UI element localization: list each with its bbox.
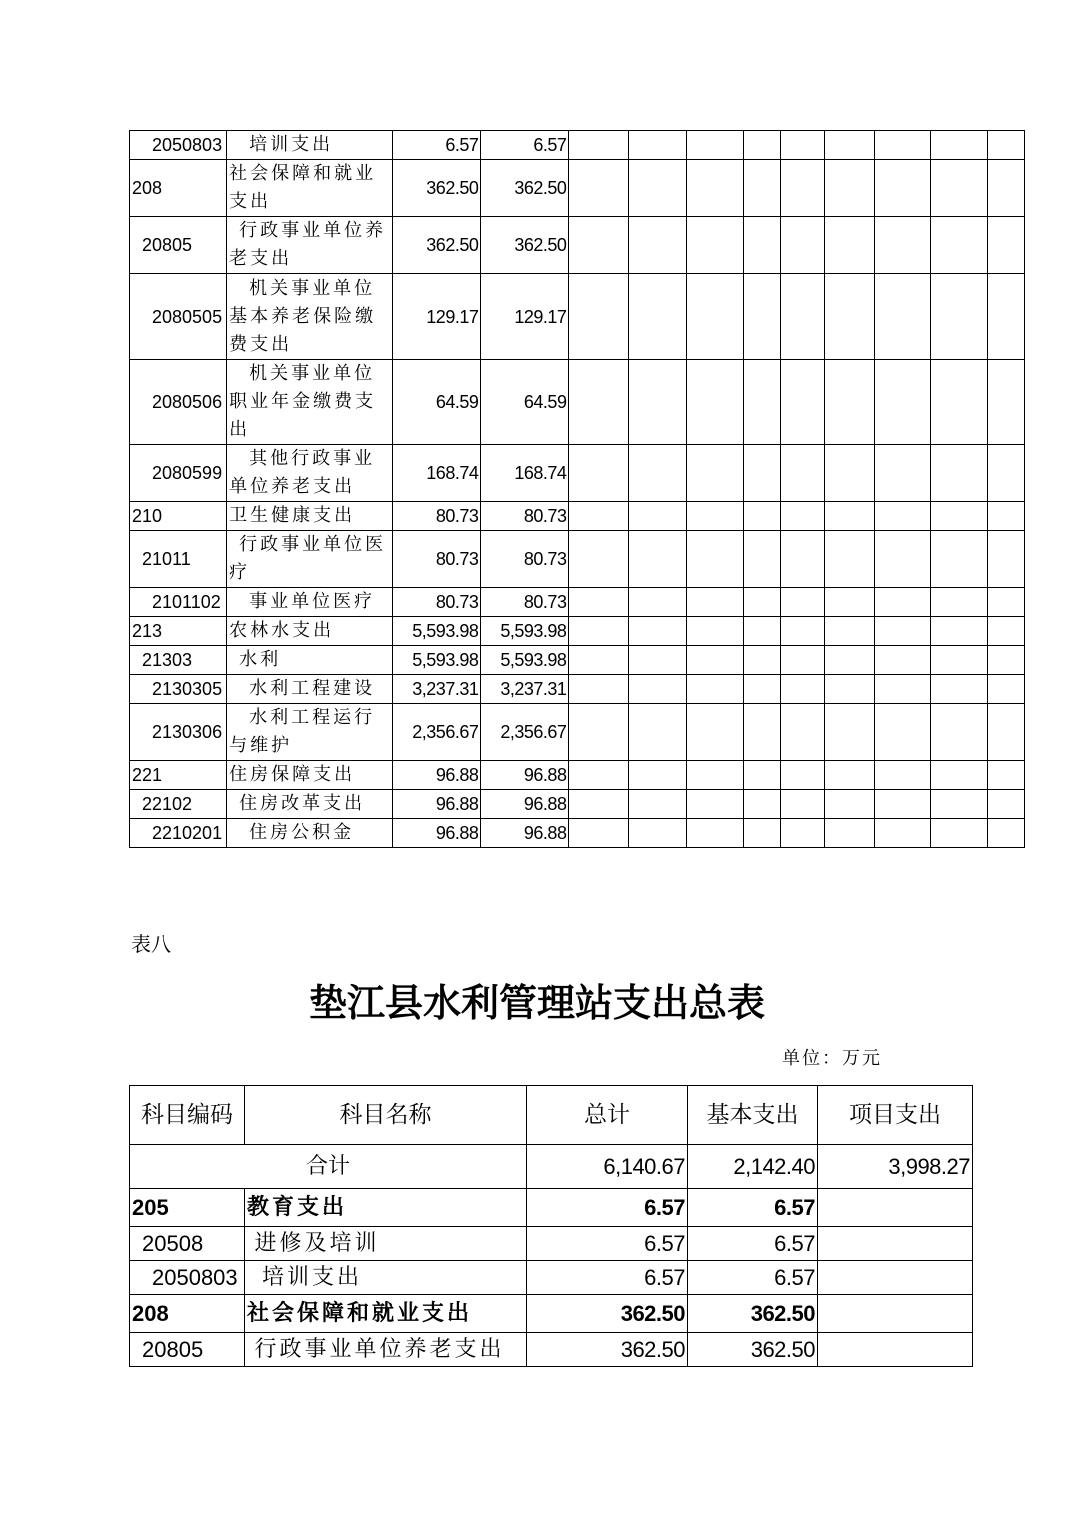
empty-cell: [780, 646, 824, 675]
table-row: [130, 217, 1025, 274]
code-cell: 2101102: [130, 588, 227, 617]
expenditure-summary-table: [129, 1085, 973, 1367]
total-cell: 168.74: [393, 445, 481, 502]
total-cell: 6.57: [527, 1261, 688, 1295]
total-cell: 6.57: [527, 1189, 688, 1227]
name-cell: 水利工程运行与维护: [227, 704, 393, 761]
empty-cell: [743, 646, 780, 675]
empty-cell: [874, 790, 930, 819]
empty-cell: [780, 704, 824, 761]
empty-cell: [569, 704, 628, 761]
empty-cell: [743, 445, 780, 502]
empty-cell: [686, 531, 743, 588]
project-cell: 3,998.27: [818, 1145, 973, 1189]
empty-cell: [824, 646, 874, 675]
empty-cell: [743, 502, 780, 531]
table-row: [130, 646, 1025, 675]
header-cell: 科目编码: [130, 1086, 245, 1145]
code-cell: 205: [130, 1189, 245, 1227]
empty-cell: [628, 646, 686, 675]
empty-cell: [930, 588, 987, 617]
empty-cell: [874, 588, 930, 617]
empty-cell: [824, 761, 874, 790]
empty-cell: [780, 274, 824, 360]
empty-cell: [569, 502, 628, 531]
empty-cell: [930, 819, 987, 848]
empty-cell: [874, 704, 930, 761]
unit-label: 单位：万元: [782, 1048, 882, 1069]
empty-cell: [987, 675, 1024, 704]
basic-cell: 362.50: [481, 217, 569, 274]
empty-cell: [686, 646, 743, 675]
empty-cell: [987, 646, 1024, 675]
table-row: [130, 360, 1025, 445]
table-row: [130, 445, 1025, 502]
empty-cell: [743, 274, 780, 360]
empty-cell: [824, 160, 874, 217]
total-cell: 80.73: [393, 588, 481, 617]
table-row: [130, 761, 1025, 790]
empty-cell: [930, 131, 987, 160]
empty-cell: [824, 502, 874, 531]
basic-cell: 5,593.98: [481, 617, 569, 646]
total-cell: 362.50: [393, 160, 481, 217]
empty-cell: [987, 531, 1024, 588]
total-cell: 5,593.98: [393, 617, 481, 646]
empty-cell: [743, 819, 780, 848]
basic-cell: 80.73: [481, 502, 569, 531]
empty-cell: [686, 790, 743, 819]
empty-cell: [569, 819, 628, 848]
table-row: [130, 274, 1025, 360]
name-cell: 社会保障和就业支出: [227, 160, 393, 217]
empty-cell: [743, 588, 780, 617]
total-row: [130, 1145, 973, 1189]
empty-cell: [569, 790, 628, 819]
empty-cell: [569, 274, 628, 360]
empty-cell: [874, 217, 930, 274]
basic-cell: 2,142.40: [688, 1145, 818, 1189]
code-cell: 2050803: [130, 1261, 245, 1295]
empty-cell: [569, 646, 628, 675]
empty-cell: [930, 790, 987, 819]
empty-cell: [628, 160, 686, 217]
empty-cell: [987, 502, 1024, 531]
total-cell: 96.88: [393, 790, 481, 819]
empty-cell: [780, 588, 824, 617]
table-body: [130, 131, 1025, 848]
header-cell: 基本支出: [688, 1086, 818, 1145]
empty-cell: [628, 588, 686, 617]
code-cell: 2050803: [130, 131, 227, 160]
empty-cell: [743, 704, 780, 761]
basic-cell: 6.57: [688, 1189, 818, 1227]
empty-cell: [824, 617, 874, 646]
empty-cell: [874, 445, 930, 502]
table-row: [130, 1227, 973, 1261]
empty-cell: [686, 588, 743, 617]
empty-cell: [628, 502, 686, 531]
empty-cell: [743, 360, 780, 445]
table-row: [130, 131, 1025, 160]
project-cell: [818, 1295, 973, 1333]
name-cell: 住房保障支出: [227, 761, 393, 790]
total-cell: 362.50: [393, 217, 481, 274]
name-cell: 水利: [227, 646, 393, 675]
total-cell: 80.73: [393, 502, 481, 531]
code-cell: 2210201: [130, 819, 227, 848]
empty-cell: [686, 617, 743, 646]
empty-cell: [930, 502, 987, 531]
empty-cell: [628, 217, 686, 274]
basic-cell: 168.74: [481, 445, 569, 502]
code-cell: 210: [130, 502, 227, 531]
empty-cell: [874, 360, 930, 445]
code-cell: 21011: [130, 531, 227, 588]
name-cell: 住房公积金: [227, 819, 393, 848]
code-cell: 2080506: [130, 360, 227, 445]
empty-cell: [743, 617, 780, 646]
basic-cell: 80.73: [481, 531, 569, 588]
basic-cell: 96.88: [481, 761, 569, 790]
code-cell: 213: [130, 617, 227, 646]
empty-cell: [686, 704, 743, 761]
empty-cell: [628, 131, 686, 160]
empty-cell: [743, 790, 780, 819]
empty-cell: [780, 617, 824, 646]
code-cell: 2080505: [130, 274, 227, 360]
empty-cell: [780, 675, 824, 704]
project-cell: [818, 1261, 973, 1295]
total-cell: 64.59: [393, 360, 481, 445]
empty-cell: [930, 360, 987, 445]
name-cell: 其他行政事业单位养老支出: [227, 445, 393, 502]
empty-cell: [930, 531, 987, 588]
empty-cell: [780, 819, 824, 848]
table-row: [130, 790, 1025, 819]
empty-cell: [824, 274, 874, 360]
name-cell: 教育支出: [245, 1189, 527, 1227]
basic-cell: 6.57: [481, 131, 569, 160]
empty-cell: [628, 274, 686, 360]
total-label: 合计: [130, 1145, 527, 1189]
empty-cell: [824, 790, 874, 819]
empty-cell: [628, 675, 686, 704]
empty-cell: [686, 502, 743, 531]
basic-cell: 129.17: [481, 274, 569, 360]
empty-cell: [874, 646, 930, 675]
empty-cell: [628, 761, 686, 790]
name-cell: 进修及培训: [245, 1227, 527, 1261]
total-cell: 362.50: [527, 1333, 688, 1367]
empty-cell: [628, 819, 686, 848]
empty-cell: [628, 531, 686, 588]
page-title: 垫江县水利管理站支出总表: [308, 980, 765, 1025]
empty-cell: [987, 160, 1024, 217]
basic-cell: 362.50: [688, 1333, 818, 1367]
empty-cell: [987, 761, 1024, 790]
table-row: [130, 1261, 973, 1295]
empty-cell: [930, 445, 987, 502]
empty-cell: [824, 360, 874, 445]
code-cell: 22102: [130, 790, 227, 819]
empty-cell: [780, 217, 824, 274]
basic-cell: 2,356.67: [481, 704, 569, 761]
code-cell: 20805: [130, 217, 227, 274]
empty-cell: [569, 360, 628, 445]
empty-cell: [628, 360, 686, 445]
empty-cell: [874, 531, 930, 588]
empty-cell: [987, 588, 1024, 617]
empty-cell: [987, 617, 1024, 646]
empty-cell: [987, 445, 1024, 502]
expenditure-detail-table: [129, 130, 1025, 848]
empty-cell: [987, 131, 1024, 160]
empty-cell: [686, 761, 743, 790]
name-cell: 培训支出: [245, 1261, 527, 1295]
name-cell: 事业单位医疗: [227, 588, 393, 617]
empty-cell: [930, 675, 987, 704]
basic-cell: 5,593.98: [481, 646, 569, 675]
code-cell: 21303: [130, 646, 227, 675]
empty-cell: [874, 131, 930, 160]
table-row: [130, 1189, 973, 1227]
total-cell: 2,356.67: [393, 704, 481, 761]
total-cell: 96.88: [393, 761, 481, 790]
total-cell: 6.57: [393, 131, 481, 160]
header-cell: 项目支出: [818, 1086, 973, 1145]
table-row: [130, 704, 1025, 761]
empty-cell: [780, 160, 824, 217]
empty-cell: [987, 704, 1024, 761]
name-cell: 社会保障和就业支出: [245, 1295, 527, 1333]
empty-cell: [874, 502, 930, 531]
empty-cell: [569, 131, 628, 160]
empty-cell: [743, 761, 780, 790]
basic-cell: 96.88: [481, 819, 569, 848]
name-cell: 水利工程建设: [227, 675, 393, 704]
code-cell: 2130305: [130, 675, 227, 704]
table-row: [130, 617, 1025, 646]
basic-cell: 362.50: [481, 160, 569, 217]
empty-cell: [874, 675, 930, 704]
name-cell: 住房改革支出: [227, 790, 393, 819]
empty-cell: [780, 531, 824, 588]
basic-cell: 96.88: [481, 790, 569, 819]
total-cell: 6,140.67: [527, 1145, 688, 1189]
empty-cell: [824, 819, 874, 848]
empty-cell: [824, 704, 874, 761]
basic-cell: 6.57: [688, 1227, 818, 1261]
basic-cell: 362.50: [688, 1295, 818, 1333]
empty-cell: [569, 588, 628, 617]
total-cell: 96.88: [393, 819, 481, 848]
code-cell: 2080599: [130, 445, 227, 502]
empty-cell: [874, 617, 930, 646]
empty-cell: [686, 675, 743, 704]
empty-cell: [686, 445, 743, 502]
empty-cell: [987, 790, 1024, 819]
empty-cell: [824, 588, 874, 617]
empty-cell: [930, 617, 987, 646]
empty-cell: [824, 445, 874, 502]
empty-cell: [930, 761, 987, 790]
table-row: [130, 531, 1025, 588]
code-cell: 20508: [130, 1227, 245, 1261]
empty-cell: [824, 531, 874, 588]
empty-cell: [743, 531, 780, 588]
empty-cell: [569, 217, 628, 274]
code-cell: 2130306: [130, 704, 227, 761]
code-cell: 221: [130, 761, 227, 790]
name-cell: 卫生健康支出: [227, 502, 393, 531]
empty-cell: [874, 819, 930, 848]
empty-cell: [569, 761, 628, 790]
empty-cell: [628, 790, 686, 819]
empty-cell: [987, 819, 1024, 848]
empty-cell: [930, 646, 987, 675]
empty-cell: [628, 704, 686, 761]
project-cell: [818, 1227, 973, 1261]
empty-cell: [686, 360, 743, 445]
empty-cell: [686, 274, 743, 360]
section-tag: 表八: [131, 932, 171, 956]
empty-cell: [569, 160, 628, 217]
total-cell: 80.73: [393, 531, 481, 588]
empty-cell: [780, 761, 824, 790]
empty-cell: [874, 160, 930, 217]
total-cell: 129.17: [393, 274, 481, 360]
empty-cell: [743, 160, 780, 217]
empty-cell: [987, 217, 1024, 274]
empty-cell: [569, 445, 628, 502]
empty-cell: [569, 675, 628, 704]
name-cell: 行政事业单位医疗: [227, 531, 393, 588]
project-cell: [818, 1189, 973, 1227]
header-cell: 总计: [527, 1086, 688, 1145]
empty-cell: [686, 131, 743, 160]
header-row: [130, 1086, 973, 1145]
empty-cell: [824, 675, 874, 704]
total-cell: 362.50: [527, 1295, 688, 1333]
table-row: [130, 819, 1025, 848]
table-row: [130, 675, 1025, 704]
table-row: [130, 502, 1025, 531]
table-row: [130, 1333, 973, 1367]
empty-cell: [987, 360, 1024, 445]
project-cell: [818, 1333, 973, 1367]
empty-cell: [780, 360, 824, 445]
code-cell: 20805: [130, 1333, 245, 1367]
empty-cell: [628, 617, 686, 646]
empty-cell: [987, 274, 1024, 360]
basic-cell: 6.57: [688, 1261, 818, 1295]
basic-cell: 64.59: [481, 360, 569, 445]
empty-cell: [824, 217, 874, 274]
basic-cell: 3,237.31: [481, 675, 569, 704]
total-cell: 5,593.98: [393, 646, 481, 675]
name-cell: 机关事业单位基本养老保险缴费支出: [227, 274, 393, 360]
total-cell: 6.57: [527, 1227, 688, 1261]
empty-cell: [930, 160, 987, 217]
empty-cell: [780, 502, 824, 531]
basic-cell: 80.73: [481, 588, 569, 617]
empty-cell: [930, 704, 987, 761]
empty-cell: [874, 761, 930, 790]
total-cell: 3,237.31: [393, 675, 481, 704]
name-cell: 行政事业单位养老支出: [227, 217, 393, 274]
empty-cell: [930, 217, 987, 274]
empty-cell: [874, 274, 930, 360]
header-cell: 科目名称: [245, 1086, 527, 1145]
empty-cell: [686, 217, 743, 274]
empty-cell: [686, 819, 743, 848]
empty-cell: [628, 445, 686, 502]
empty-cell: [569, 531, 628, 588]
table-row: [130, 588, 1025, 617]
name-cell: 行政事业单位养老支出: [245, 1333, 527, 1367]
name-cell: 农林水支出: [227, 617, 393, 646]
table-body: [130, 1189, 973, 1367]
empty-cell: [743, 217, 780, 274]
empty-cell: [780, 790, 824, 819]
empty-cell: [569, 617, 628, 646]
table-row: [130, 1295, 973, 1333]
name-cell: 机关事业单位职业年金缴费支出: [227, 360, 393, 445]
table-row: [130, 160, 1025, 217]
empty-cell: [824, 131, 874, 160]
code-cell: 208: [130, 160, 227, 217]
empty-cell: [930, 274, 987, 360]
code-cell: 208: [130, 1295, 245, 1333]
empty-cell: [743, 675, 780, 704]
empty-cell: [780, 445, 824, 502]
empty-cell: [743, 131, 780, 160]
empty-cell: [686, 160, 743, 217]
name-cell: 培训支出: [227, 131, 393, 160]
empty-cell: [780, 131, 824, 160]
